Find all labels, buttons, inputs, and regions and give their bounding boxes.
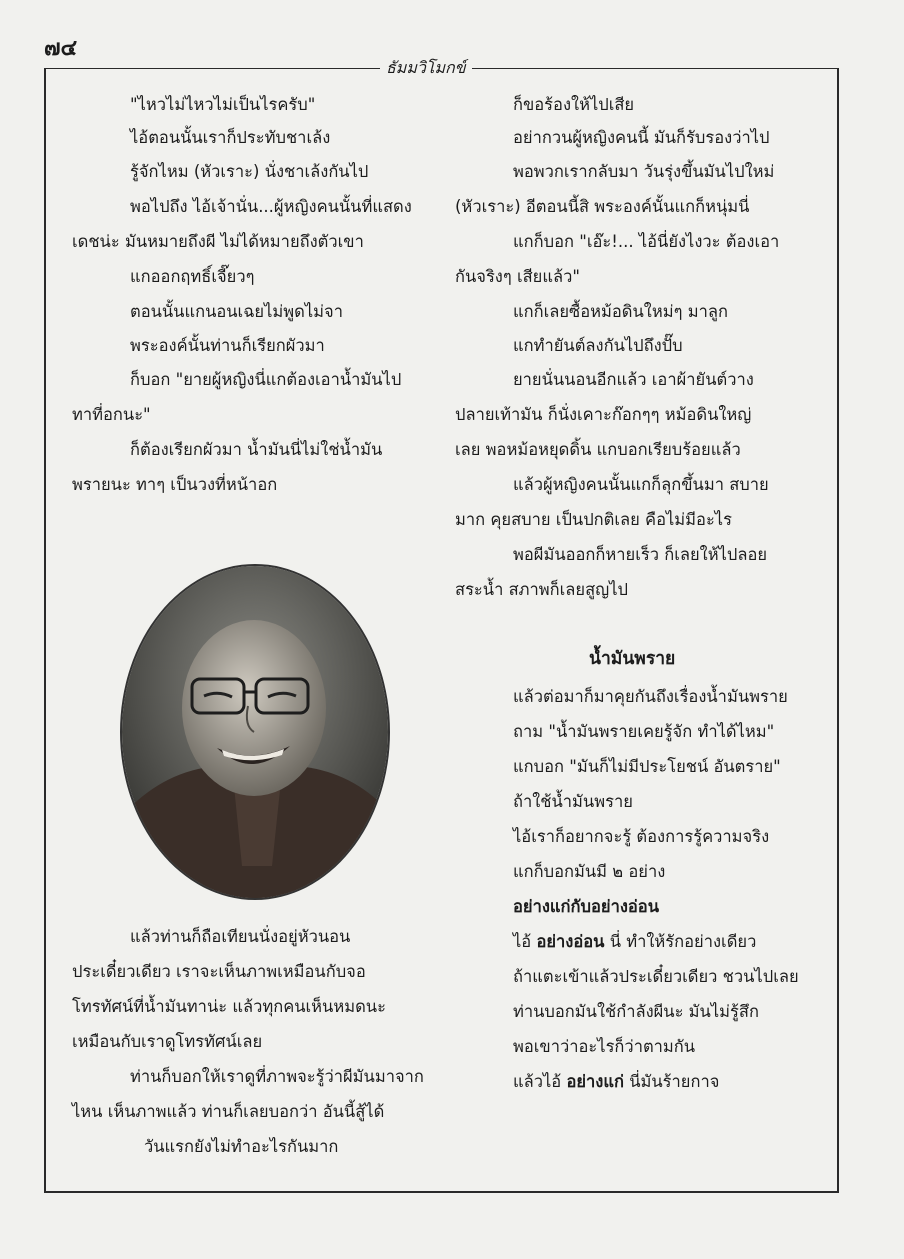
text-line: พรายนะ ทาๆ เป็นวงที่หน้าอก [72,475,278,494]
text-line: แกบอก "มันก็ไม่มีประโยชน์ อันตราย" [513,757,781,776]
text-line: แกทำยันต์ลงกันไปถึงปั๊บ [513,336,683,355]
bold-term: อย่างอ่อน [536,932,605,951]
text-line: มาก คุยสบาย เป็นปกติเลย คือไม่มีอะไร [455,510,732,529]
text-line: พอเขาว่าอะไรก็ว่าตามกัน [513,1037,696,1056]
text-line: พอผีมันออกก็หายเร็ว ก็เลยให้ไปลอย [513,545,768,564]
bold-line: อย่างแก่กับอย่างอ่อน [513,897,659,916]
text-line: ท่านบอกมันใช้กำลังผีนะ มันไม่รู้สึก [513,1002,759,1021]
text-line: แกก็บอกมันมี ๒ อย่าง [513,862,666,881]
text-line: ถ้าแตะเข้าแล้วประเดี๋ยวเดียว ชวนไปเลย [513,967,799,986]
text-line: พอไปถึง ไอ้เจ้านั่น...ผู้หญิงคนนั้นที่แสดง [130,197,412,216]
page-number: ๗๔ [44,35,78,61]
text-line: สระน้ำ สภาพก็เลยสูญไป [455,580,628,599]
text-line: ไอ้เราก็อยากจะรู้ ต้องการรู้ความจริง [513,827,770,846]
text-line: โทรทัศน์ที่น้ำมันทาน่ะ แล้วทุกคนเห็นหมดนะ [72,997,386,1016]
text-line: อย่ากวนผู้หญิงคนนี้ มันก็รับรองว่าไป [513,128,770,147]
text-span: แล้วไอ้ [513,1072,567,1091]
text-line: แล้วท่านก็ถือเทียนนั่งอยู่หัวนอน [130,927,351,946]
text-line: แล้วผู้หญิงคนนั้นแกก็ลุกขึ้นมา สบาย [513,475,769,494]
text-line: ก็บอก "ยายผู้หญิงนี่แกต้องเอาน้ำมันไป [130,370,402,389]
text-span: นี่มันร้ายกาจ [624,1072,720,1091]
text-line: พระองค์นั้นท่านก็เรียกผัวมา [130,336,325,355]
text-line: "ไหวไม่ไหวไม่เป็นไรครับ" [130,95,316,114]
text-line: ก็ต้องเรียกผัวมา น้ำมันนี่ไม่ใช่น้ำมัน [130,440,383,459]
text-span: นี่ ทำให้รักอย่างเดียว [604,932,757,951]
text-line: ถ้าใช้น้ำมันพราย [513,792,633,811]
text-line: (หัวเราะ) อีตอนนี้สิ พระองค์นั้นแกก็หนุ่มนี่ [455,197,750,216]
text-line: ท่านก็บอกให้เราดูที่ภาพจะรู้ว่าผีมันมาจาก [130,1067,424,1086]
text-line: แกก็เลยซื้อหม้อดินใหม่ๆ มาลูก [513,302,728,321]
text-line: พอพวกเรากลับมา วันรุ่งขึ้นมันไปใหม่ [513,162,775,181]
text-line: แล้วต่อมาก็มาคุยกันถึงเรื่องน้ำมันพราย [513,687,788,706]
text-line: ไอ้ตอนนั้นเราก็ประทับชาเล้ง [130,128,331,147]
section-heading: น้ำมันพราย [589,649,676,669]
text-span: ไอ้ [513,932,537,951]
monk-portrait-image [122,566,388,898]
text-line: ยายนั่นนอนอีกแล้ว เอาผ้ายันต์วาง [513,370,754,389]
portrait-photo [120,564,390,900]
text-line: ถาม "น้ำมันพรายเคยรู้จัก ทำได้ไหม" [513,722,775,741]
text-line [513,1069,719,1095]
text-line: เหมือนกับเราดูโทรทัศน์เลย [72,1032,263,1051]
bold-term: อย่างแก่ [566,1072,624,1091]
text-line [513,929,756,955]
text-line: ปลายเท้ามัน ก็นั่งเคาะก๊อกๆๆ หม้อดินใหญ่ [455,405,752,424]
text-line: เดชน่ะ มันหมายถึงผี ไม่ได้หมายถึงตัวเขา [72,232,364,251]
running-title: ธัมมวิโมกข์ [380,56,472,81]
text-line: เลย พอหม้อหยุดดิ้น แกบอกเรียบร้อยแล้ว [455,440,741,459]
text-line: ตอนนั้นแกนอนเฉยไม่พูดไม่จา [130,302,343,321]
text-line: ไหน เห็นภาพแล้ว ท่านก็เลยบอกว่า อันนี้สู้ได้ [72,1102,385,1121]
text-line: ทาที่อกนะ" [72,405,151,424]
text-line: กันจริงๆ เสียแล้ว" [455,267,580,286]
text-line: แกออกฤทธิ์เจี๊ยวๆ [130,267,255,286]
text-line: ก็ขอร้องให้ไปเสีย [513,95,635,114]
text-line: ประเดี๋ยวเดียว เราจะเห็นภาพเหมือนกับจอ [72,962,366,981]
text-line: รู้จักไหม (หัวเราะ) นั่งชาเล้งกันไป [130,162,369,181]
text-line: แกก็บอก "เอ๊ะ!... ไอ้นี่ยังไงวะ ต้องเอา [513,232,780,251]
text-line: วันแรกยังไม่ทำอะไรกันมาก [144,1137,339,1156]
